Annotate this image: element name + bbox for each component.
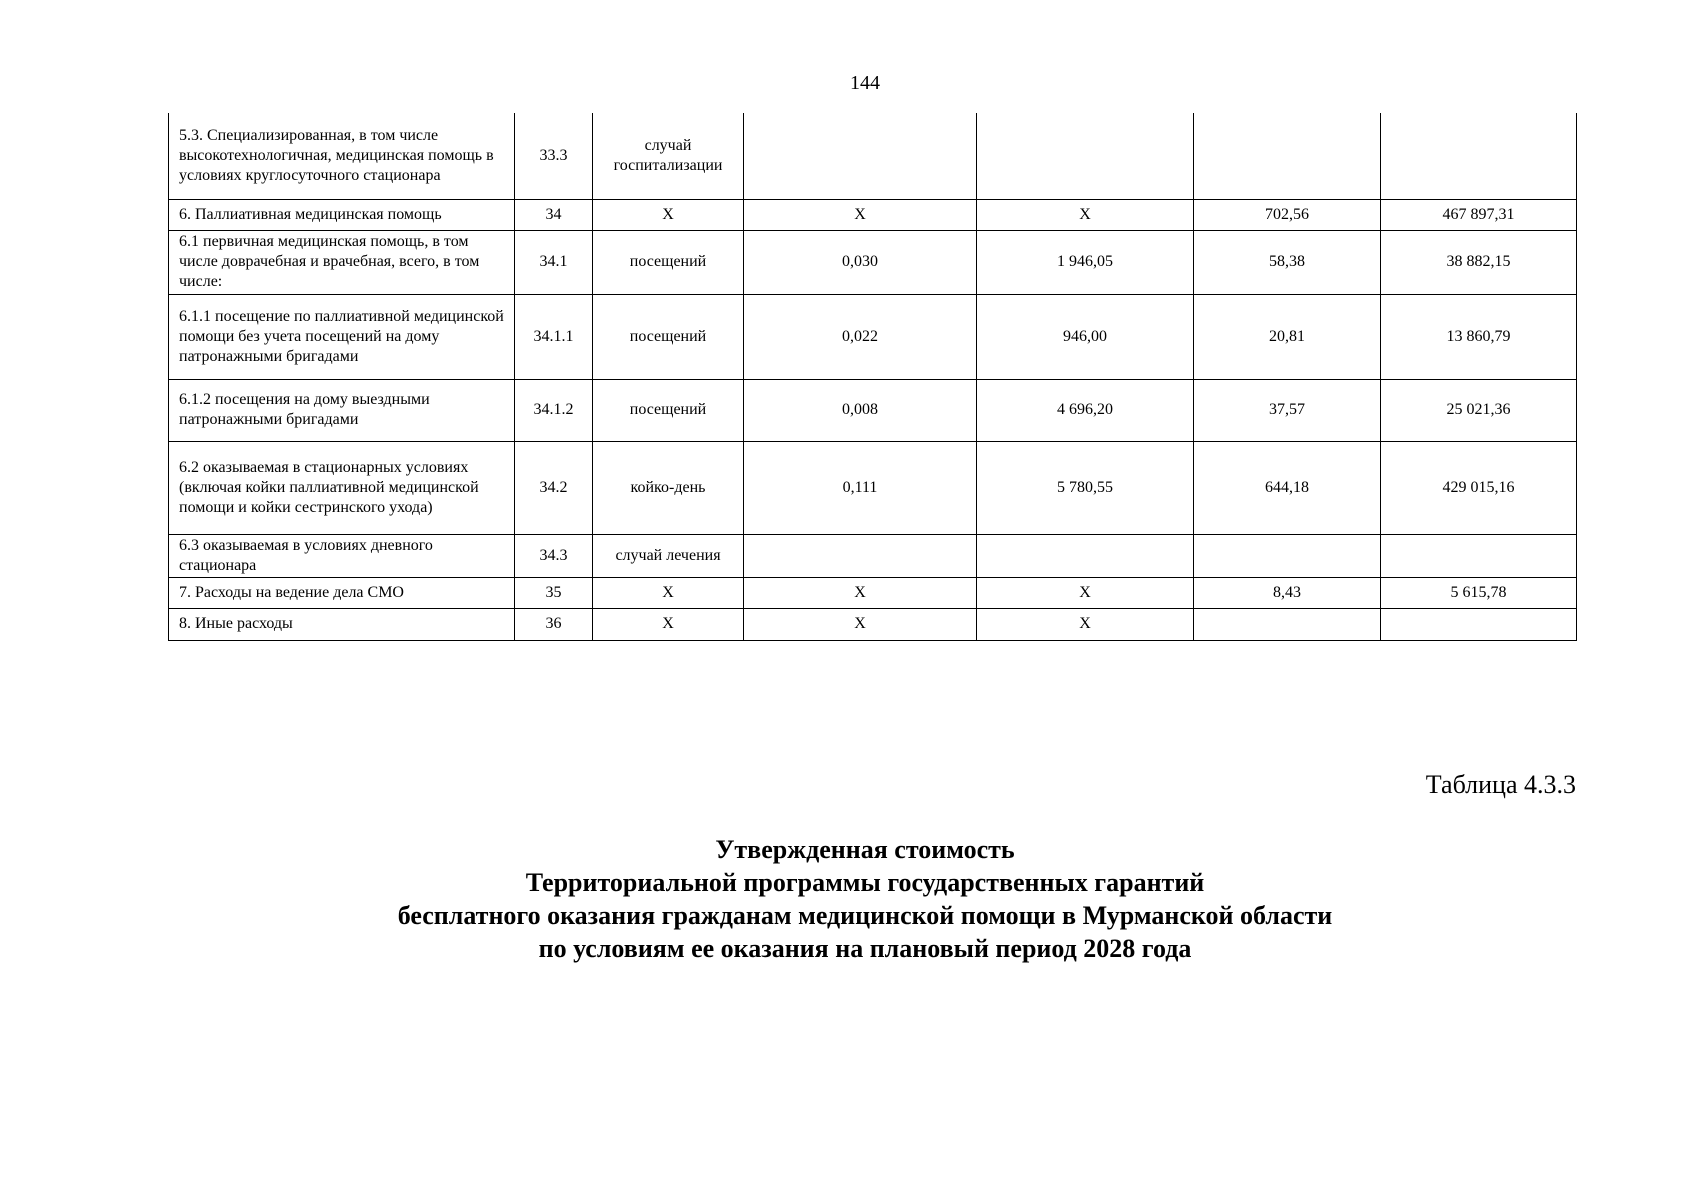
row-norm: X: [744, 577, 977, 608]
heading-line: Территориальной программы государственных гарантий: [525, 868, 1205, 897]
row-per-capita: 644,18: [1194, 441, 1381, 534]
row-norm: 0,022: [744, 294, 977, 379]
row-norm: X: [744, 199, 977, 230]
row-norm: 0,030: [744, 230, 977, 294]
row-norm: [744, 113, 977, 199]
heading-line: по условиям ее оказания на плановый период 2028 года: [538, 934, 1192, 963]
row-cost: X: [977, 608, 1194, 640]
table-row: [169, 441, 1577, 534]
row-unit: посещений: [593, 379, 744, 441]
table-row: [169, 294, 1577, 379]
heading-line: бесплатного оказания гражданам медицинской помощи в Мурманской области: [397, 901, 1333, 930]
row-total: [1381, 113, 1577, 199]
row-cost: 1 946,05: [977, 230, 1194, 294]
table-row: [169, 577, 1577, 608]
row-unit: случай госпитализации: [593, 113, 744, 199]
row-unit: X: [593, 199, 744, 230]
row-per-capita: [1194, 534, 1381, 577]
row-per-capita: [1194, 608, 1381, 640]
row-per-capita: 702,56: [1194, 199, 1381, 230]
row-line-number: 34: [515, 199, 593, 230]
row-total: 467 897,31: [1381, 199, 1577, 230]
row-per-capita: 37,57: [1194, 379, 1381, 441]
row-total: [1381, 608, 1577, 640]
row-line-number: 34.1.1: [515, 294, 593, 379]
row-total: [1381, 534, 1577, 577]
row-name: 5.3. Специализированная, в том числе высокотехнологичная, медицинская помощь в условиях круглосуточного стационара: [169, 113, 515, 199]
row-norm: X: [744, 608, 977, 640]
row-total: 25 021,36: [1381, 379, 1577, 441]
row-cost: [977, 534, 1194, 577]
row-unit: случай лечения: [593, 534, 744, 577]
row-total: 5 615,78: [1381, 577, 1577, 608]
section-heading: [0, 833, 1697, 965]
row-line-number: 34.1: [515, 230, 593, 294]
row-per-capita: 8,43: [1194, 577, 1381, 608]
row-line-number: 34.2: [515, 441, 593, 534]
cost-table: [168, 113, 1577, 641]
row-total: 13 860,79: [1381, 294, 1577, 379]
row-line-number: 33.3: [515, 113, 593, 199]
row-total: 429 015,16: [1381, 441, 1577, 534]
row-line-number: 36: [515, 608, 593, 640]
row-per-capita: [1194, 113, 1381, 199]
row-cost: [977, 113, 1194, 199]
heading-line: Утвержденная стоимость: [715, 835, 1015, 864]
row-line-number: 35: [515, 577, 593, 608]
row-per-capita: 58,38: [1194, 230, 1381, 294]
row-unit: посещений: [593, 230, 744, 294]
row-name: 6.1.1 посещение по паллиативной медицинской помощи без учета посещений на дому патронажными бригадами: [169, 294, 515, 379]
row-cost: X: [977, 577, 1194, 608]
row-unit: койко-день: [593, 441, 744, 534]
table-caption: Таблица 4.3.3: [1425, 770, 1576, 799]
row-name: 7. Расходы на ведение дела СМО: [169, 577, 515, 608]
row-norm: 0,008: [744, 379, 977, 441]
row-norm: 0,111: [744, 441, 977, 534]
row-cost: 5 780,55: [977, 441, 1194, 534]
row-name: 6.3 оказываемая в условиях дневного стационара: [169, 534, 515, 577]
table-row: [169, 199, 1577, 230]
row-cost: 4 696,20: [977, 379, 1194, 441]
row-name: 6. Паллиативная медицинская помощь: [169, 199, 515, 230]
row-cost: 946,00: [977, 294, 1194, 379]
row-unit: X: [593, 577, 744, 608]
row-norm: [744, 534, 977, 577]
row-total: 38 882,15: [1381, 230, 1577, 294]
row-name: 6.1.2 посещения на дому выездными патронажными бригадами: [169, 379, 515, 441]
row-per-capita: 20,81: [1194, 294, 1381, 379]
row-unit: посещений: [593, 294, 744, 379]
row-name: 8. Иные расходы: [169, 608, 515, 640]
table-row: [169, 379, 1577, 441]
table-row: [169, 608, 1577, 640]
table-row: [169, 113, 1577, 199]
table-row: [169, 230, 1577, 294]
row-line-number: 34.3: [515, 534, 593, 577]
row-cost: X: [977, 199, 1194, 230]
row-name: 6.1 первичная медицинская помощь, в том числе доврачебная и врачебная, всего, в том числе:: [169, 230, 515, 294]
page-number: 144: [850, 72, 880, 94]
row-unit: X: [593, 608, 744, 640]
row-line-number: 34.1.2: [515, 379, 593, 441]
table-row: [169, 534, 1577, 577]
row-name: 6.2 оказываемая в стационарных условиях (включая койки паллиативной медицинской помощи и койки сестринского ухода): [169, 441, 515, 534]
